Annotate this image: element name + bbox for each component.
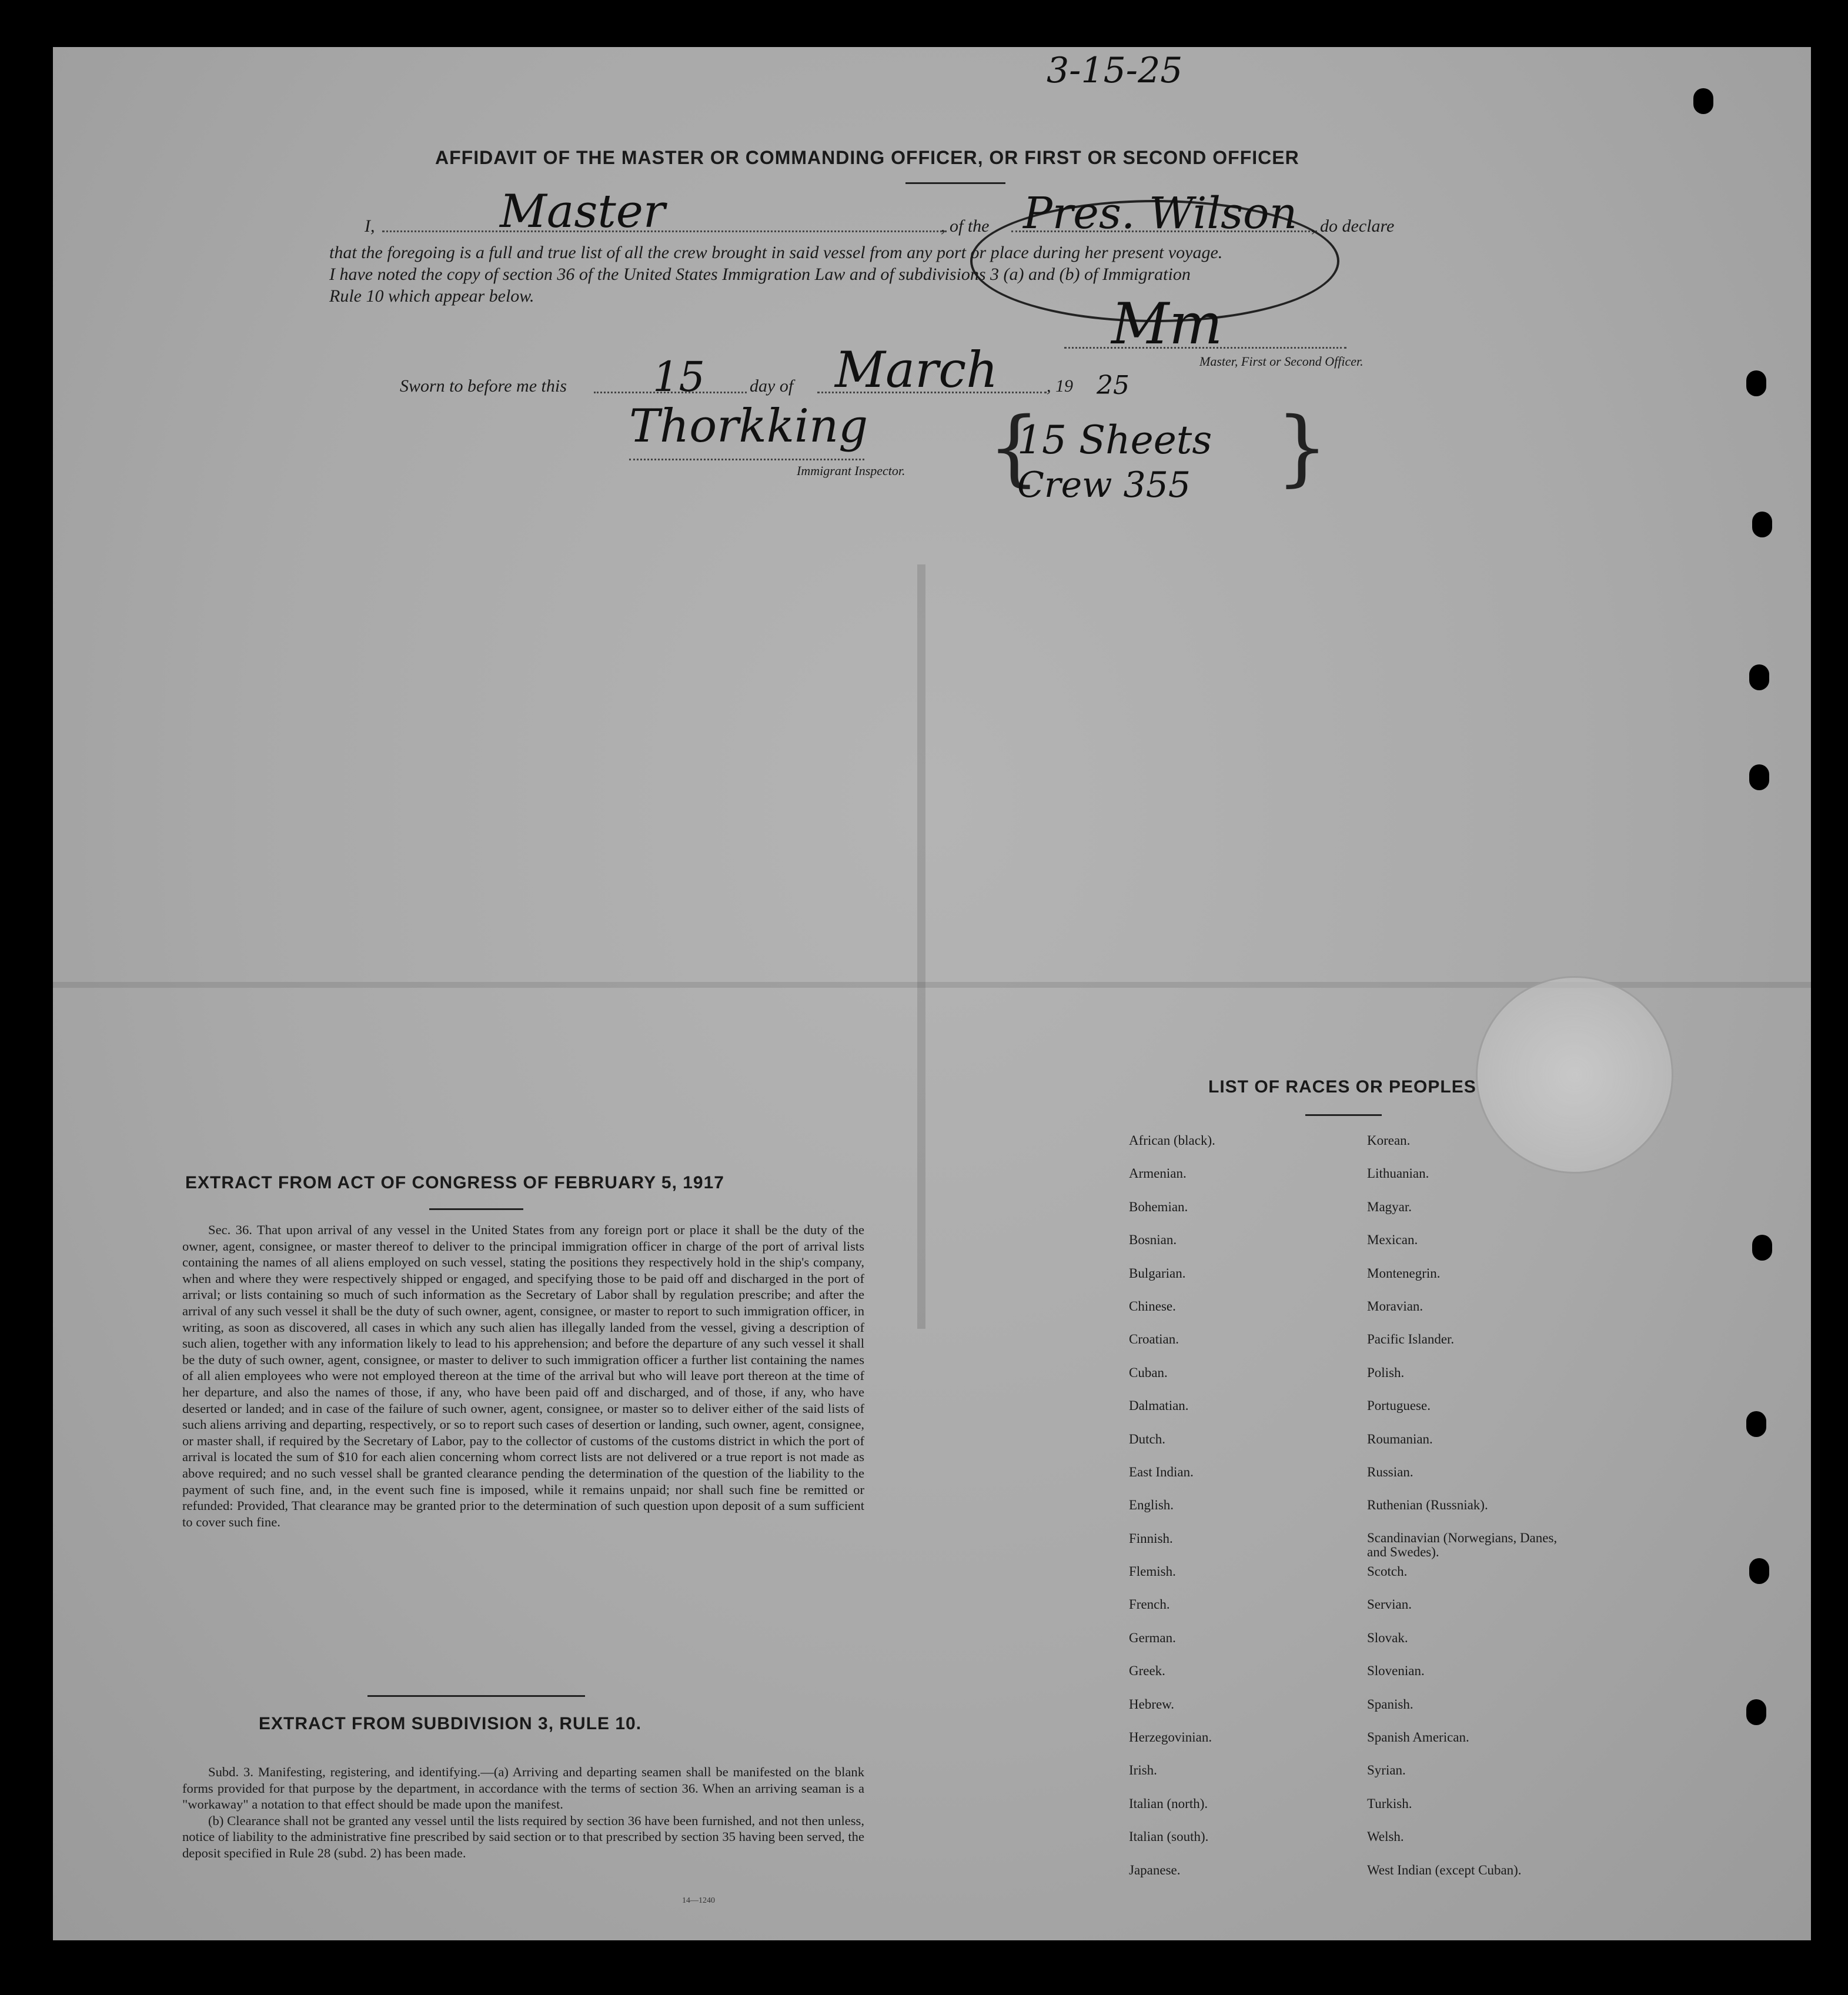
fold-crease-vertical (917, 564, 925, 1329)
section-36-text: Sec. 36. That upon arrival of any vessel in the United States from any foreign port or place it shall be the duty of the owner, agent, consignee, or master thereof to deliver to the principal immigration officer in charge of the port of arrival lists containing the names of all aliens employed on such vessel, stating the positions they respectively hold in the ship's company, when and where they were respectively shipped or engaged, and specifying those to be paid off and discharged in the port of arrival; or lists containing so much of such information as the Secretary of Labor shall by regulation prescribe; and after the arrival of any such vessel it shall be the duty of such owner, agent, consignee, or master to report to such immigration officer, in writing, as soon as discovered, all cases in which any such alien has illegally landed from the vessel, giving a description of such alien, together with any information likely to lead to his apprehension; and before the departure of any such vessel it shall be the duty of such owner, agent, consignee, or master to deliver to such immigration officer a further list containing the names of all alien employees who were not employed thereon at the time of the arrival but who will leave port thereon at the time of her departure, and also the names of those, if any, who have been paid off and discharged, and of those, if any, who have deserted or landed; and in case of the failure of such owner, agent, consignee, or master so to deliver either of the said lists of such aliens arriving and departing, respectively, or so to report such cases of desertion or landing, such owner, agent, consignee, or master shall, if required by the Secretary of Labor, pay to the collector of customs of the customs district in which the port of arrival is located the sum of $10 for each alien concerning whom correct lists are not delivered or a true report is not made as above required; and no such vessel shall be granted clearance pending the determination of the question of the liability to the payment of such fine, and, in the event such fine is imposed, while it remains unpaid; nor shall such fine be remitted or refunded: Provided, That clearance may be granted prior to the determination of such question upon deposit of a sum sufficient to cover such fine. (182, 1222, 864, 1529)
race-item: Croatian. (1129, 1332, 1179, 1347)
binder-hole (1749, 664, 1769, 690)
race-item: Welsh. (1367, 1829, 1404, 1844)
race-item: West Indian (except Cuban). (1367, 1862, 1522, 1877)
year-label: , 19 (1047, 376, 1073, 396)
affidavit-line-3: I have noted the copy of section 36 of the United States Immigration Law and of subdivisions 3 (a) and (b) of Immigration (329, 265, 1191, 284)
year-handwritten: 25 (1097, 370, 1129, 400)
master-signature: Mm (1111, 291, 1223, 357)
note-crew: Crew 355 (1017, 465, 1191, 506)
day-of-label: day of (750, 376, 794, 396)
race-item: Dutch. (1129, 1431, 1165, 1446)
note-brace-right: } (1276, 400, 1329, 496)
note-brace-left: { (988, 400, 1041, 496)
manifest-page (53, 47, 1811, 1940)
race-item: German. (1129, 1630, 1176, 1645)
subd-3-a-text: Subd. 3. Manifesting, registering, and identifying.—(a) Arriving and departing seamen shall be manifested on the blank forms provided for that purpose by the department, in accordance with the terms of section 36. When an arriving seaman is a "workaway" a notation to that effect should be made upon the manifest. (182, 1765, 864, 1812)
race-item: Scotch. (1367, 1564, 1408, 1579)
race-item: Ruthenian (Russniak). (1367, 1498, 1488, 1513)
race-item: Finnish. (1129, 1530, 1173, 1546)
race-item: Portuguese. (1367, 1398, 1431, 1413)
binder-hole (1746, 1699, 1766, 1725)
race-item: Montenegrin. (1367, 1265, 1441, 1281)
race-item: Syrian. (1367, 1763, 1406, 1778)
race-item: Russian. (1367, 1464, 1413, 1479)
race-item: Armenian. (1129, 1166, 1187, 1181)
race-item: Scandinavian (Norwegians, Danes, and Swedes). (1367, 1530, 1558, 1559)
signature-line (1064, 347, 1346, 349)
do-declare-label: , do declare (1311, 216, 1395, 236)
race-item: Flemish. (1129, 1564, 1176, 1579)
of-the-label: , of the (941, 216, 990, 236)
race-item: Bulgarian. (1129, 1265, 1186, 1281)
race-item: Magyar. (1367, 1199, 1412, 1214)
races-title-rule (1305, 1114, 1382, 1116)
race-item: Bosnian. (1129, 1232, 1177, 1248)
binder-hole (1746, 1411, 1766, 1437)
inspector-line (629, 459, 864, 460)
races-list-left (1129, 1133, 1215, 1896)
affidavit-line-2: that the foregoing is a full and true list of all the crew brought in said vessel from any port or place during her present voyage. (329, 243, 1223, 262)
inspector-caption: Immigrant Inspector. (797, 463, 905, 478)
vessel-name-handwritten: Pres. Wilson (1023, 188, 1298, 239)
race-item: African (black). (1129, 1133, 1215, 1148)
race-item: Spanish American. (1367, 1730, 1469, 1745)
note-sheets: 15 Sheets (1017, 417, 1212, 463)
extract-act-rule (429, 1208, 523, 1210)
affidavit-title: AFFIDAVIT OF THE MASTER OR COMMANDING OFFICER, OR FIRST OR SECOND OFFICER (435, 147, 1299, 168)
race-item: French. (1129, 1597, 1170, 1612)
binder-hole (1752, 1235, 1772, 1261)
race-item: Pacific Islander. (1367, 1332, 1455, 1347)
race-item: Bohemian. (1129, 1199, 1188, 1214)
sworn-label: Sworn to before me this (400, 376, 567, 396)
races-title: LIST OF RACES OR PEOPLES (1208, 1077, 1476, 1097)
handwritten-date: 3-15-25 (1047, 50, 1183, 91)
month-handwritten: March (835, 341, 998, 399)
race-item: East Indian. (1129, 1464, 1194, 1479)
race-item: Mexican. (1367, 1232, 1418, 1248)
binder-hole (1746, 370, 1766, 396)
race-item: Italian (north). (1129, 1796, 1208, 1811)
race-item: Roumanian. (1367, 1431, 1433, 1446)
day-handwritten: 15 (653, 353, 706, 401)
race-item: Lithuanian. (1367, 1166, 1429, 1181)
binder-hole (1752, 512, 1772, 537)
extract-rule-title: EXTRACT FROM SUBDIVISION 3, RULE 10. (259, 1714, 642, 1733)
race-item: Turkish. (1367, 1796, 1412, 1811)
race-item: Hebrew. (1129, 1696, 1175, 1712)
binder-hole (1749, 764, 1769, 790)
binder-hole (1749, 1558, 1769, 1584)
race-item: English. (1129, 1498, 1174, 1513)
form-code: 14—1240 (682, 1896, 715, 1905)
affidavit-line-4: Rule 10 which appear below. (329, 286, 534, 306)
extract-rule-body (182, 1764, 864, 1862)
race-item: Irish. (1129, 1763, 1157, 1778)
race-item: Greek. (1129, 1663, 1165, 1679)
signer-caption: Master, First or Second Officer. (1199, 354, 1364, 369)
extract-act-title: EXTRACT FROM ACT OF CONGRESS OF FEBRUARY 5, 1917 (185, 1173, 724, 1192)
race-item: Servian. (1367, 1597, 1412, 1612)
race-item: Herzegovinian. (1129, 1730, 1212, 1745)
race-item: Moravian. (1367, 1298, 1423, 1314)
races-list-right (1367, 1133, 1579, 1896)
race-item: Polish. (1367, 1365, 1405, 1380)
binder-hole (1693, 88, 1713, 114)
race-item: Chinese. (1129, 1298, 1176, 1314)
race-item: Korean. (1367, 1133, 1411, 1148)
subd-3-b-text: (b) Clearance shall not be granted any vessel until the lists required by section 36 have been furnished, and not then unless, notice of liability to the administrative fine prescribed by said section or to that prescribed by section 35 having been served, the deposit specified in Rule 28 (subd. 2) has been made. (182, 1813, 864, 1860)
race-item: Dalmatian. (1129, 1398, 1189, 1413)
extract-rule-divider (367, 1695, 585, 1697)
inspector-signature: Thorkking (629, 400, 868, 453)
race-item: Cuban. (1129, 1365, 1168, 1380)
race-item: Slovak. (1367, 1630, 1408, 1645)
title-rule (905, 182, 1005, 184)
race-item: Japanese. (1129, 1862, 1181, 1877)
affidavit-i-label: I, (365, 216, 375, 236)
race-item: Italian (south). (1129, 1829, 1209, 1844)
race-item: Slovenian. (1367, 1663, 1425, 1679)
race-item: Spanish. (1367, 1696, 1413, 1712)
master-name-handwritten: Master (500, 185, 666, 238)
extract-act-body (182, 1222, 864, 1530)
